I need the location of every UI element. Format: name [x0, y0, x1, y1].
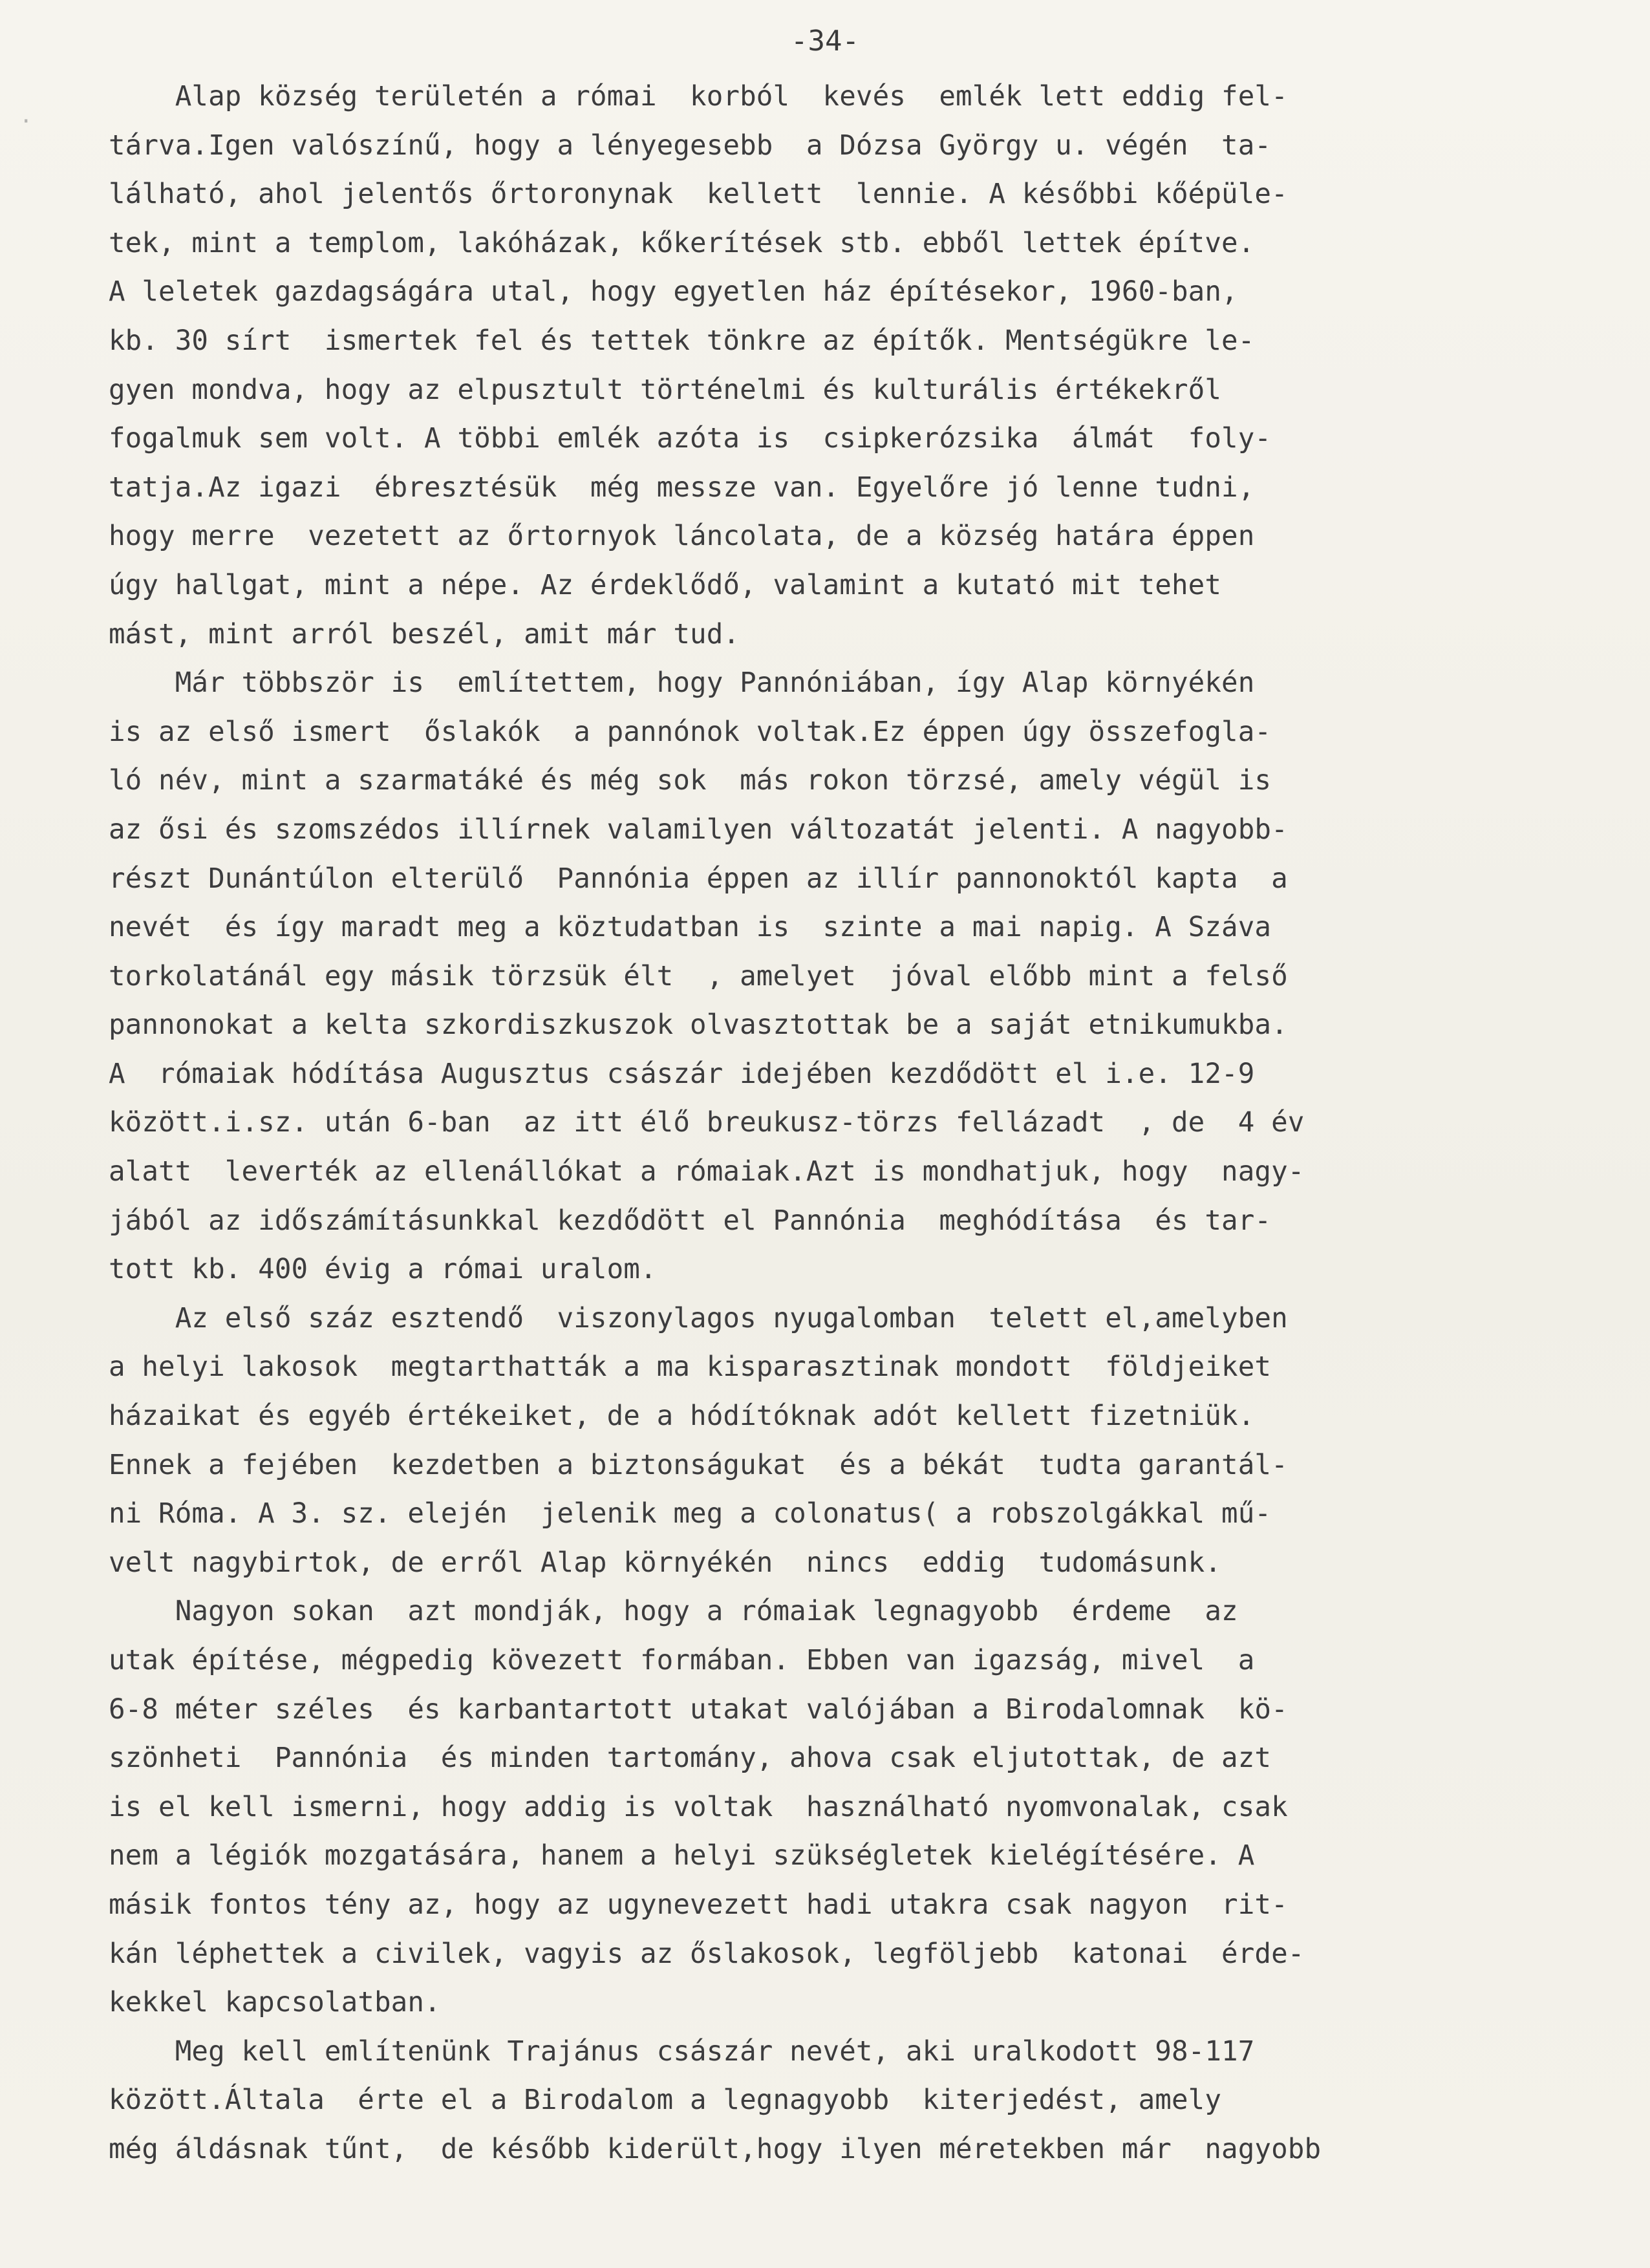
body-text	[109, 72, 1557, 2174]
text-line: tatja.Az igazi ébresztésük még messze van. Egyelőre jó lenne tudni,	[109, 471, 1255, 504]
text-line: 6-8 méter széles és karbantartott utakat valójában a Birodalomnak kö-	[109, 1693, 1288, 1726]
text-line: úgy hallgat, mint a népe. Az érdeklődő, valamint a kutató mit tehet	[109, 569, 1222, 601]
text-line: Az első száz esztendő viszonylagos nyugalomban telett el,amelyben	[109, 1302, 1288, 1334]
text-line: jából az időszámításunkkal kezdődött el Pannónia meghódítása és tar-	[109, 1204, 1272, 1237]
text-line: fogalmuk sem volt. A többi emlék azóta is csipkerózsika álmát foly-	[109, 423, 1272, 455]
text-line: között.Általa érte el a Birodalom a legnagyobb kiterjedést, amely	[109, 2084, 1222, 2117]
text-line: Ennek a fejében kezdetben a biztonságukat és a békát tudta garantál-	[109, 1449, 1288, 1481]
text-line: kán léphettek a civilek, vagyis az őslakosok, legföljebb katonai érde-	[109, 1938, 1305, 1970]
text-line: között.i.sz. után 6-ban az itt élő breukusz-törzs fellázadt , de 4 év	[109, 1107, 1305, 1139]
text-line: Nagyon sokan azt mondják, hogy a rómaiak legnagyobb érdeme az	[109, 1596, 1238, 1628]
text-line: Meg kell említenünk Trajánus császár nevét, aki uralkodott 98-117	[109, 2035, 1255, 2068]
text-line: velt nagybirtok, de erről Alap környékén nincs eddig tudomásunk.	[109, 1546, 1222, 1579]
text-line: nem a légiók mozgatására, hanem a helyi szükségletek kielégítésére. A	[109, 1840, 1255, 1872]
text-line: utak építése, mégpedig kövezett formában. Ebben van igazság, mivel a	[109, 1645, 1255, 1676]
text-line: ni Róma. A 3. sz. elején jelenik meg a colonatus( a robszolgákkal mű-	[109, 1498, 1272, 1530]
text-line: nevét és így maradt meg a köztudatban is szinte a mai napig. A Száva	[109, 912, 1272, 944]
text-line: gyen mondva, hogy az elpusztult történelmi és kulturális értékekről	[109, 374, 1222, 406]
text-line: ló név, mint a szarmatáké és még sok más rokon törzsé, amely végül is	[109, 765, 1272, 797]
text-line: az ősi és szomszédos illírnek valamilyen változatát jelenti. A nagyobb-	[109, 813, 1288, 846]
text-line: részt Dunántúlon elterülő Pannónia éppen az illír pannonoktól kapta a	[109, 862, 1288, 895]
text-line: másik fontos tény az, hogy az ugynevezett hadi utakra csak nagyon rit-	[109, 1888, 1288, 1921]
margin-mark: ·	[19, 109, 33, 134]
text-line: mást, mint arról beszél, amit már tud.	[109, 618, 740, 650]
text-line: torkolatánál egy másik törzsük élt , amelyet jóval előbb mint a felső	[109, 960, 1288, 992]
text-line: kekkel kapcsolatban.	[109, 1987, 441, 2019]
text-line: Alap község területén a római korból kevés emlék lett eddig fel-	[109, 81, 1288, 112]
text-line: a helyi lakosok megtarthatták a ma kisparasztinak mondott földjeiket	[109, 1351, 1272, 1384]
text-line: házaikat és egyéb értékeiket, de a hódítóknak adót kellett fizetniük.	[109, 1400, 1255, 1433]
text-line: A leletek gazdagságára utal, hogy egyetlen ház építésekor, 1960-ban,	[109, 276, 1238, 308]
text-line: A rómaiak hódítása Augusztus császár idejében kezdődött el i.e. 12-9	[109, 1058, 1255, 1090]
text-line: Már többször is említettem, hogy Pannóniában, így Alap környékén	[109, 667, 1255, 700]
text-line: alatt leverték az ellenállókat a rómaiak.Azt is mondhatjuk, hogy nagy-	[109, 1156, 1305, 1188]
page-number: -34-	[791, 25, 859, 58]
text-line: tek, mint a templom, lakóházak, kőkerítések stb. ebből lettek építve.	[109, 227, 1255, 259]
text-line: kb. 30 sírt ismertek fel és tettek tönkre az építők. Mentségükre le-	[109, 325, 1255, 357]
text-line: tárva.Igen valószínű, hogy a lényegesebb a Dózsa György u. végén ta-	[109, 129, 1272, 162]
text-line: pannonokat a kelta szkordiszkuszok olvasztottak be a saját etnikumukba.	[109, 1009, 1288, 1042]
text-line: is az első ismert őslakók a pannónok voltak.Ez éppen úgy összefogla-	[109, 716, 1272, 748]
text-line: lálható, ahol jelentős őrtoronynak kellett lennie. A későbbi kőépüle-	[109, 178, 1288, 211]
text-line: is el kell ismerni, hogy addig is voltak használható nyomvonalak, csak	[109, 1791, 1288, 1823]
text-line: még áldásnak tűnt, de később kiderült,hogy ilyen méretekben már nagyobb	[109, 2133, 1322, 2165]
text-line: tott kb. 400 évig a római uralom.	[109, 1254, 657, 1286]
text-line: szönheti Pannónia és minden tartomány, ahova csak eljutottak, de azt	[109, 1742, 1272, 1775]
text-line: hogy merre vezetett az őrtornyok láncolata, de a község határa éppen	[109, 520, 1255, 553]
